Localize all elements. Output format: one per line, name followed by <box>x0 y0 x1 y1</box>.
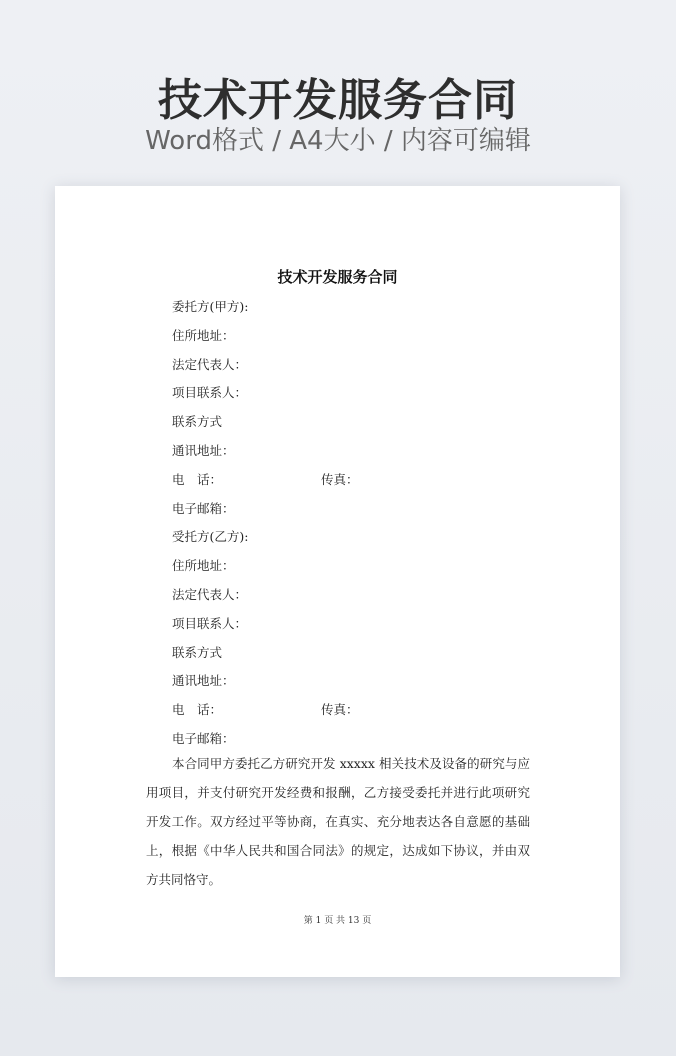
field-contact-method <box>172 639 502 668</box>
field-label: 受托方(乙方): <box>172 529 249 545</box>
field-mail-address <box>172 437 502 466</box>
field-mail-address <box>172 667 502 696</box>
field-label: 联系方式 <box>172 644 223 660</box>
field-phone-fax <box>172 696 502 725</box>
field-contact-method <box>172 408 502 437</box>
field-email <box>172 495 502 524</box>
contract-preamble: 本合同甲方委托乙方研究开发 xxxxx 相关技术及设备的研究与应用项目，并支付研究开发经费和报酬，乙方接受委托并进行此项研究开发工作。双方经过平等协商，在真实、充分地表达各自意愿的基础上，根据《中华人民共和国合同法》的规定，达成如下协议，并由双方共同恪守。 <box>146 756 530 887</box>
field-project-contact <box>172 610 502 639</box>
banner-title: 技术开发服务合同 <box>158 75 518 126</box>
party-info-fields <box>172 293 502 754</box>
field-address <box>172 552 502 581</box>
field-label: 电 话： <box>172 471 223 487</box>
fax-label: 传真： <box>321 471 359 487</box>
field-label: 电 话： <box>172 702 223 718</box>
field-label: 项目联系人： <box>172 615 248 631</box>
document-page <box>55 186 620 977</box>
fax-label: 传真： <box>321 702 359 718</box>
field-legal-rep <box>172 351 502 380</box>
field-label: 联系方式 <box>172 414 223 430</box>
field-party-a <box>172 293 502 322</box>
field-label: 通讯地址： <box>172 442 235 458</box>
field-project-contact <box>172 379 502 408</box>
field-label: 法定代表人： <box>172 356 248 372</box>
document-title: 技术开发服务合同 <box>277 268 398 286</box>
field-party-b <box>172 523 502 552</box>
field-label: 住所地址： <box>172 558 235 574</box>
page-number-footer: 第 1 页 共 13 页 <box>303 916 372 926</box>
field-label: 电子邮箱： <box>172 730 235 746</box>
field-address <box>172 322 502 351</box>
field-label: 住所地址： <box>172 327 235 343</box>
field-label: 法定代表人： <box>172 586 248 602</box>
field-phone-fax <box>172 466 502 495</box>
field-label: 委托方(甲方): <box>172 299 249 314</box>
field-label: 电子邮箱： <box>172 500 235 516</box>
field-legal-rep <box>172 581 502 610</box>
field-label: 项目联系人： <box>172 385 248 401</box>
banner-subtitle: Word格式 / A4大小 / 内容可编辑 <box>145 126 531 156</box>
field-label: 通讯地址： <box>172 673 235 689</box>
